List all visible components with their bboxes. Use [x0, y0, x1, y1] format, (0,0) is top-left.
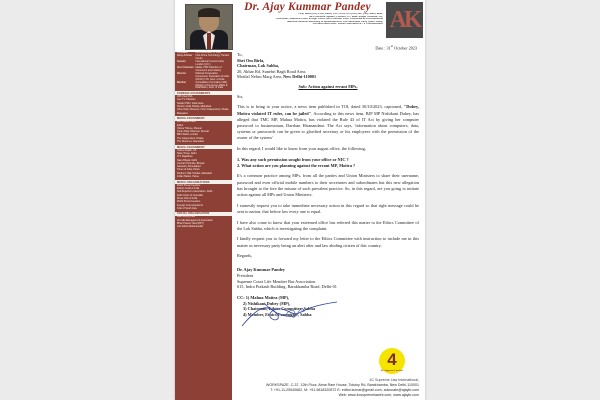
sidebar-section-header: FOREIGN ASSIGNMENTS [175, 91, 232, 95]
date-rest: October 2023 [393, 45, 417, 51]
sidebar-entry: The Independent, Dhaka [177, 136, 204, 140]
date-ordinal: st [390, 44, 394, 48]
signer-name: Dr. Ajay Kummar Pandey [237, 266, 285, 272]
sidebar-entry: Orissa Tribune, Muscat [177, 126, 202, 130]
credential-line: Advocate, Supreme Court & High Court, MC-Criminal, Civil, Corporate & Constitutional [276, 18, 383, 20]
footer-company: 4C Supreme Law International, [369, 378, 419, 382]
credential-line: LLB, MBA (UK), PhD, AIMA, PPL, ATAI, ICJ (UK), MP (UK), MMP, BHE, [298, 13, 383, 15]
sidebar-section [177, 145, 230, 179]
sidebar-section [177, 52, 230, 90]
signature-block [237, 267, 419, 290]
paragraph-6: I kindly request you to forward my letter to the Ethics Committee with instruction to include me in this matter as necessary party being an alert after and law abiding citizen of this country. [237, 236, 419, 248]
question-2: 2. What action are you planning against the errant MP, Moitra ? [237, 162, 356, 168]
sidebar-section [177, 116, 230, 143]
regards: Regards, [237, 253, 253, 259]
sidebar-entry: Orion Daily Observer, Orion Independent, Dhaka [177, 108, 229, 112]
recipient-address [237, 52, 419, 80]
sidebar-entry: Foreign Correspondents [177, 203, 203, 207]
sidebar-entry: Times of India, Patna [177, 168, 200, 172]
sidebar-entry: Hony Adviser Indo-China Technology Transfer Centre [177, 54, 230, 60]
sidebar-entry: President IMA Association of India [177, 52, 221, 54]
sidebar-entry: The Observer, Islamabad [177, 140, 204, 144]
signer-org: Supreme Court Life Member Bar Association [237, 278, 316, 284]
paragraph-2: In this regard, I would like to know from your august office, the following, [237, 146, 366, 152]
sidebar-entry: Onkus Awaah, US [177, 148, 197, 152]
cc-item: 2) Nishikant Dubey (MP), [243, 300, 291, 306]
photo-hair [198, 8, 220, 17]
sidebar-entry: Central Chronicle, Bhopal [177, 161, 205, 165]
letter-page [175, 0, 425, 400]
sidebar-entry: Indian Nation, Patna [177, 175, 199, 179]
question-list [237, 157, 419, 169]
sidebar-section-header: SOCIAL ORGANISATION [175, 212, 232, 216]
sidebar-section [177, 91, 230, 115]
address-designation: Chairman, Lok Sabha, [237, 63, 280, 69]
page-footer [175, 378, 425, 398]
sidebar-entry: BBC Radio, London [177, 133, 199, 137]
footer-contact: T: +91-11-25540662, M: +91-9818320572 E: editor.kumar@gmail.com, advocate@ajaykr.com [270, 388, 419, 392]
paragraph-1: This is to bring to your notice, a news item published in TOI, dated 30/10/2023, captioned, "Dubey, Moitra violated IT rules, can be jailed". According to this news item, BJP MP Nishikant Dubey, has alleged that TMC MP, Mahua Moitra, has violated the Rule 43 of IT Act by giving her computer password to businessman, Darshan Hiranandani. The Act says, 'information about computers, data, systems or passwords can be given to glorified secretary or his employees with the permission of the owner of the system' [237, 104, 419, 141]
sidebar-entry: Nurtium India Patrika, Allahabad [177, 104, 212, 108]
sidebar-section-header: MEDIA ASSIGNMENT [175, 116, 232, 120]
sidebar-section-header: MEDIA ASSIGNMENT [175, 145, 232, 149]
footer-address: WORKSPAZE, C-37, 12th Floor, Atma Ram House, Tolstoy Rd, Barakhamba, New Delhi-110001 [266, 383, 419, 387]
sidebar-entry: LTV Rajasthan [177, 155, 193, 159]
cc-item: 3) Chairman, Ethics Committee, Sabha [243, 306, 316, 312]
credential-line: PM Modi NDA Govt. Vetran Journalist & TV Commentator [312, 23, 383, 25]
paragraph-3: It's a common practice among MPs, from all the parties and Union Ministers to share their username, password and even official mobile numbers to their secretaries and subordinates but this new allegation has brought to the fore the misuse of such prevalent practice. So, in this regard, are you going to initiate action against all MPs and Union Ministers. [237, 173, 419, 197]
signer-title: President [237, 273, 253, 279]
company-logo-4c [379, 348, 405, 374]
question-1: 1. Was any such permission sought from your office or NIC ? [237, 156, 349, 162]
signer-address: 615, Indra Prakash Building, Barakhamba Road, Delhi-01 [237, 284, 337, 290]
sidebar-entry: Delhi Flying Club [177, 215, 196, 219]
cc-item: 4) Member, Ethics Committee, Sabha [243, 311, 312, 317]
logo-4c-numeral: 4 [387, 350, 397, 369]
letter-date [375, 44, 417, 50]
portrait-photo [185, 4, 233, 50]
sidebar-entry: Editors Guild of India [177, 187, 200, 191]
affiliations-sidebar [175, 52, 232, 400]
sidebar-entry: Northern Half, Patrika, Allahabad [177, 171, 212, 175]
address-street: 20, Akbar Rd, Sunehri Bagh Road Area, [237, 68, 307, 74]
cc-item: CC: 1) Mahua Moitra (MP), [237, 295, 290, 301]
credential-line: National General Secretary & Spokesperson, Lok Janshakti Party (Ram Vilas), [287, 20, 383, 23]
subject-line: Sub: Action against errant MPs. [298, 83, 358, 89]
address-name: Shri Om Birla, [237, 57, 265, 63]
sidebar-entry: Oman Daily Observer, Muscat [177, 130, 209, 134]
cc-list [237, 295, 419, 317]
address-city: Motilal Nehru Marg Area, New Delhi-110001 [237, 74, 317, 80]
sidebar-section [177, 180, 230, 211]
sidebar-section-header: MEDIA ORGANISATIONS [175, 180, 232, 184]
sidebar-entry: Club of South Asia [177, 206, 197, 210]
paragraph-4: I earnestly request you to take immediate necessary action in this regard so that right message could be sent to nation, that before law every one is equal. [237, 202, 419, 214]
sidebar-entry: All India Management Association [177, 218, 213, 222]
logo-4c-caption: 4C Supreme Law Int. [380, 368, 403, 372]
ak-monogram-text: AK [389, 6, 420, 33]
sidebar-entry: Vice Chairman Madia, PHD Chamber of Commerce and Industry [177, 66, 222, 72]
sidebar-entry: Press Club of India [177, 196, 198, 200]
sidebar-entry: Navu Bharat, Delhi [177, 158, 198, 162]
address-to: To, [237, 52, 243, 57]
sidebar-entry: Sandesh, Ahmedabad [177, 165, 201, 169]
sidebar-entry: Geo TV, Pakistan [177, 98, 196, 102]
sidebar-entry: Editor [177, 123, 184, 127]
sidebar-section [177, 212, 230, 229]
sidebar-entry: State Times, Delhi [177, 151, 197, 155]
sidebar-entry: Bihar Pravas Yatra (BPY) [177, 222, 204, 226]
photo-tie [207, 33, 211, 49]
sidebar-entry: World Press Freedom [177, 183, 201, 187]
sidebar-entry: Member Consultative Committee (SW), Ministry of Consumer affairs & Distribution, Govt. of India [177, 81, 228, 90]
paragraph-5: I have also come to know that your esteemed office has referred this matter to the Ethics Committee of the Lok Sabha, which is investigating the complaint. [237, 219, 419, 231]
letterhead-name: Dr. Ajay Kummar Pandey [244, 1, 371, 13]
sidebar-entry: LBS Visa USA [177, 95, 193, 99]
sidebar-entry: Self Reporter's Association, Delhi [177, 190, 213, 194]
sidebar-entry: Director National Cooperative Consumers' Federation of India (NCCF) LTD, Govt. of India [177, 72, 229, 81]
sidebar-entry: Bangalore [177, 111, 188, 115]
sidebar-entry: Lok Sabha Mahamandal [177, 225, 203, 229]
sidebar-entry: Delhi Union of Journalist [177, 193, 203, 197]
footer-web: Web: www.4csupremelawint.com, www.ajaykr.com [338, 393, 419, 397]
sidebar-entry: World Press Freedom [177, 200, 201, 204]
sidebar-entry: Sarkari PRO, India News [177, 101, 204, 105]
credential-line: MLC Harvard Square, London, CT, Blair Singer Institute, US. [309, 15, 383, 18]
sidebar-entry: Senator International Council Jurist, London (U.K.) [177, 60, 225, 66]
letter-body [237, 52, 419, 370]
ak-monogram-logo [386, 2, 423, 38]
date-label: Date : 31 [375, 45, 391, 51]
salutation: Sir, [237, 94, 243, 100]
sidebar-entry: Item Media, Delhi [177, 120, 196, 124]
